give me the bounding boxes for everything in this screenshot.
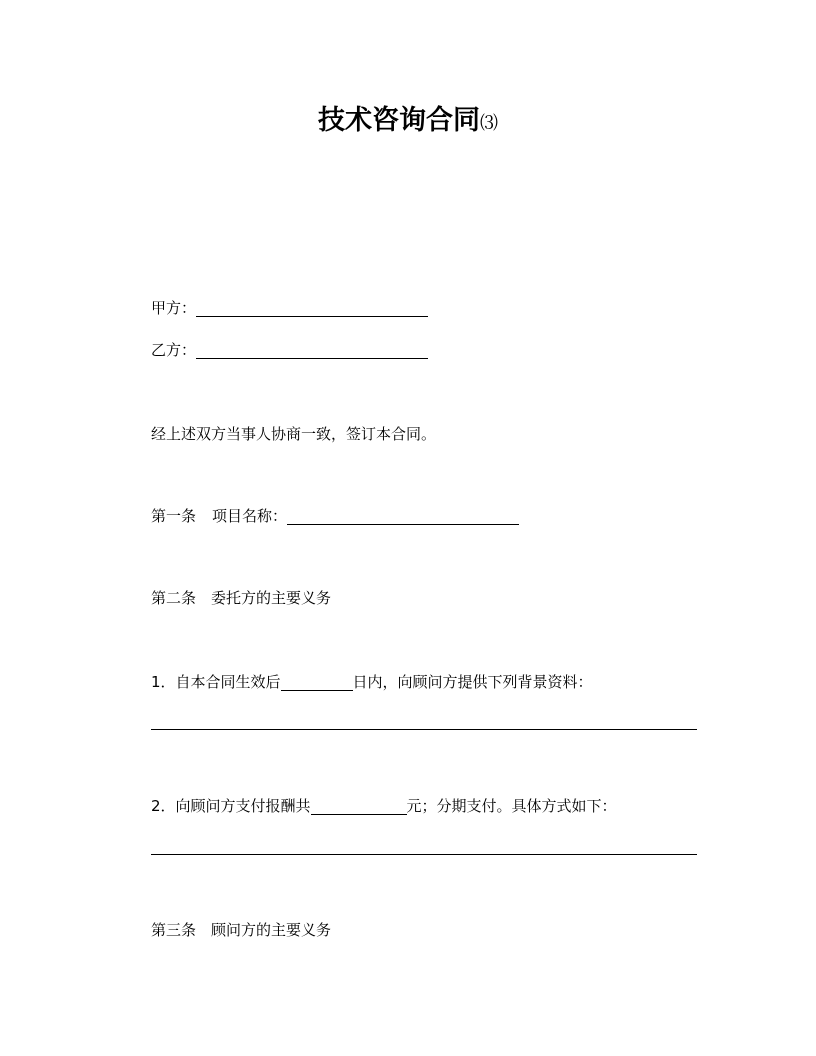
project-name-blank[interactable] <box>287 508 519 525</box>
payment-amount-blank[interactable] <box>311 798 407 815</box>
item-2-text-before: 2．向顾问方支付报酬共 <box>151 797 311 815</box>
item-1-text-before: 1．自本合同生效后 <box>151 673 281 691</box>
payment-method-rule[interactable] <box>151 854 697 855</box>
party-a-line <box>151 298 428 318</box>
article-1-number: 第一条 <box>151 507 197 525</box>
article-1-label: 项目名称： <box>212 507 288 525</box>
article-2-item-2 <box>151 796 617 816</box>
days-blank[interactable] <box>281 674 353 691</box>
title-suffix: ⑶ <box>480 113 498 134</box>
item-2-text-after: 元；分期支付。具体方式如下： <box>406 797 617 815</box>
article-2-heading: 第二条 委托方的主要义务 <box>151 589 332 607</box>
party-a-label: 甲方： <box>151 299 197 317</box>
document-title <box>0 98 816 137</box>
article-1-line <box>151 506 519 526</box>
article-3-heading: 第三条 顾问方的主要义务 <box>151 921 332 939</box>
article-2-item-1 <box>151 672 593 692</box>
party-b-line <box>151 340 428 360</box>
background-materials-rule[interactable] <box>151 729 697 730</box>
party-a-blank[interactable] <box>196 300 428 317</box>
item-1-text-after: 日内，向顾问方提供下列背景资料： <box>352 673 593 691</box>
party-b-label: 乙方： <box>151 341 197 359</box>
intro-paragraph: 经上述双方当事人协商一致，签订本合同。 <box>151 425 437 443</box>
title-main: 技术咨询合同 <box>318 105 480 136</box>
party-b-blank[interactable] <box>196 342 428 359</box>
